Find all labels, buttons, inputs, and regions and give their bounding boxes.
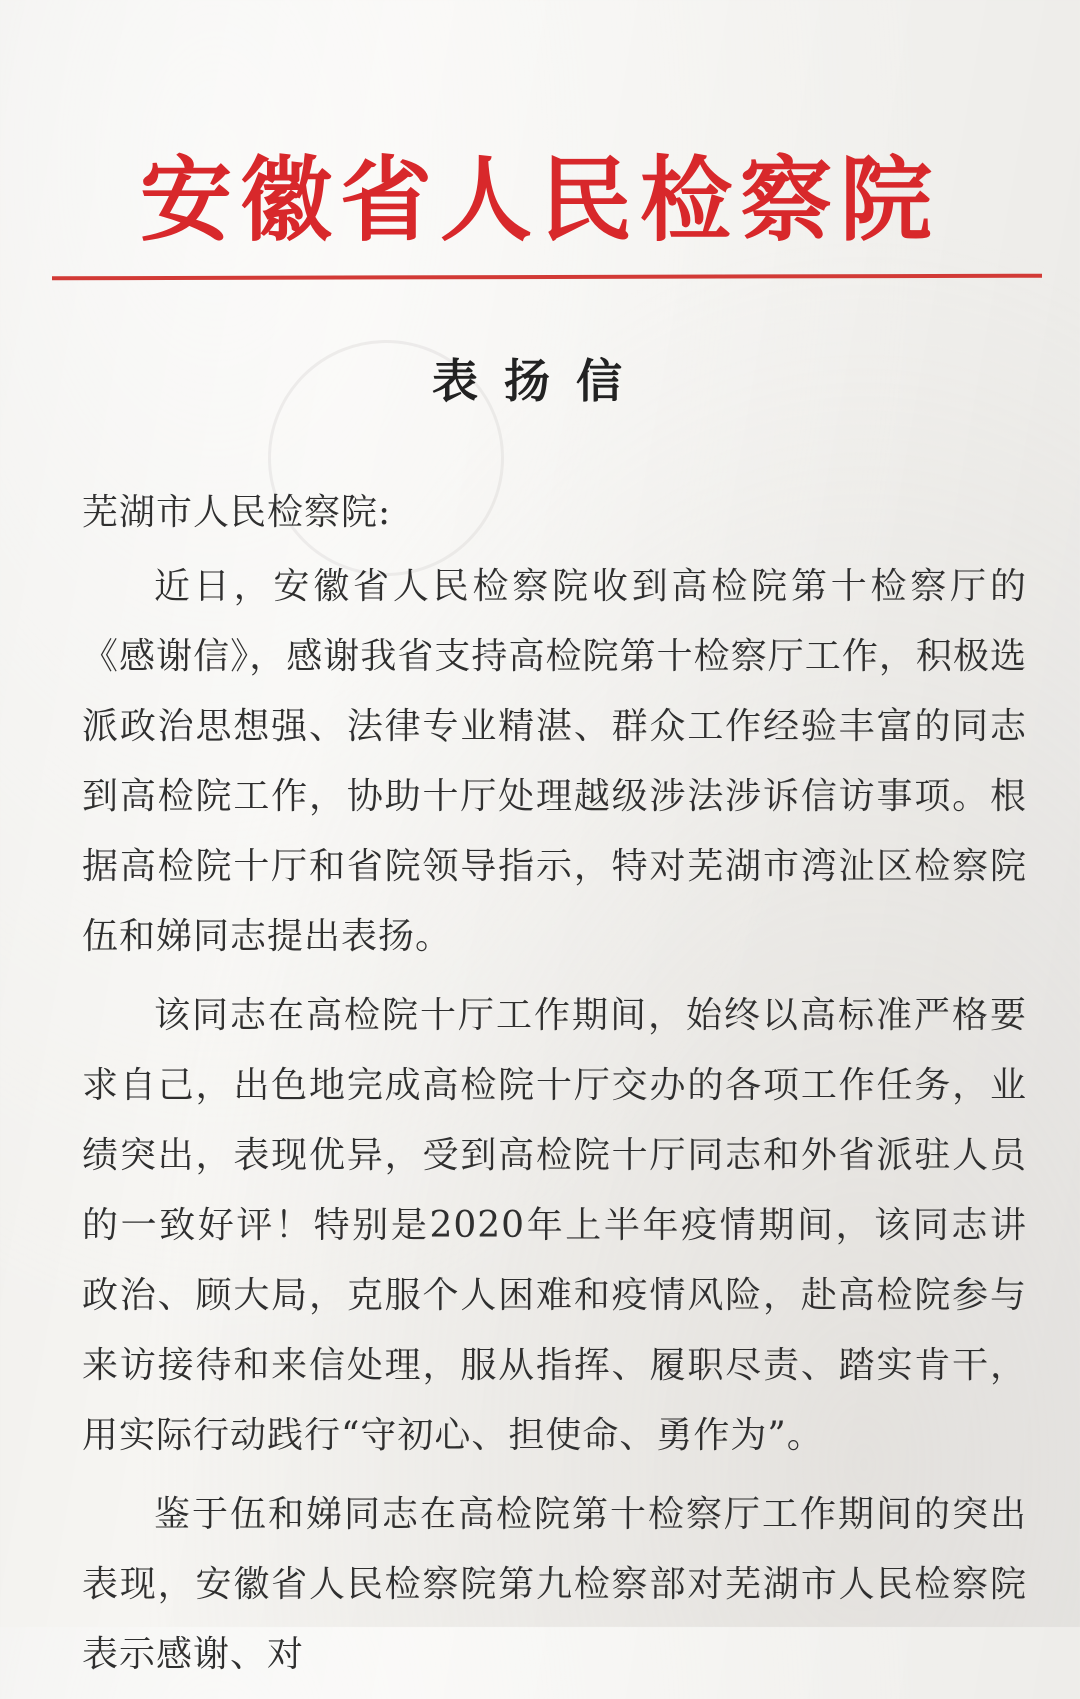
salutation: 芜湖市人民检察院: [82, 492, 392, 533]
paragraph-2: 该同志在高检院十厅工作期间，始终以高标准严格要求自己，出色地完成高检院十厅交办的各项工作任务，业绩突出，表现优异，受到高检院十厅同志和外省派驻人员的一致好评！特别是2020年上半年疫情期间，该同志讲政治、顾大局，克服个人困难和疫情风险，赴高检院参与来访接待和来信处理，服从指挥、履职尽责、踏实肯干，用实际行动践行“守初心、担使命、勇作为”。 [82, 995, 1027, 1456]
letterhead-red-rule [52, 274, 1042, 281]
letter-body [82, 478, 1027, 1699]
letterhead-org-name: 安徽省人民检察院 [139, 146, 940, 254]
paragraph-3: 鉴于伍和娣同志在高检院第十检察厅工作期间的突出表现，安徽省人民检察院第九检察部对芜湖市人民检察院表示感谢、对 [82, 1494, 1027, 1675]
document-title: 表扬信 [432, 354, 648, 408]
paragraph-1: 近日，安徽省人民检察院收到高检院第十检察厅的《感谢信》，感谢我省支持高检院第十检察厅工作，积极选派政治思想强、法律专业精湛、群众工作经验丰富的同志到高检院工作，协助十厅处理越级涉法涉诉信访事项。根据高检院十厅和省院领导指示，特对芜湖市湾沚区检察院伍和娣同志提出表扬。 [82, 566, 1027, 957]
